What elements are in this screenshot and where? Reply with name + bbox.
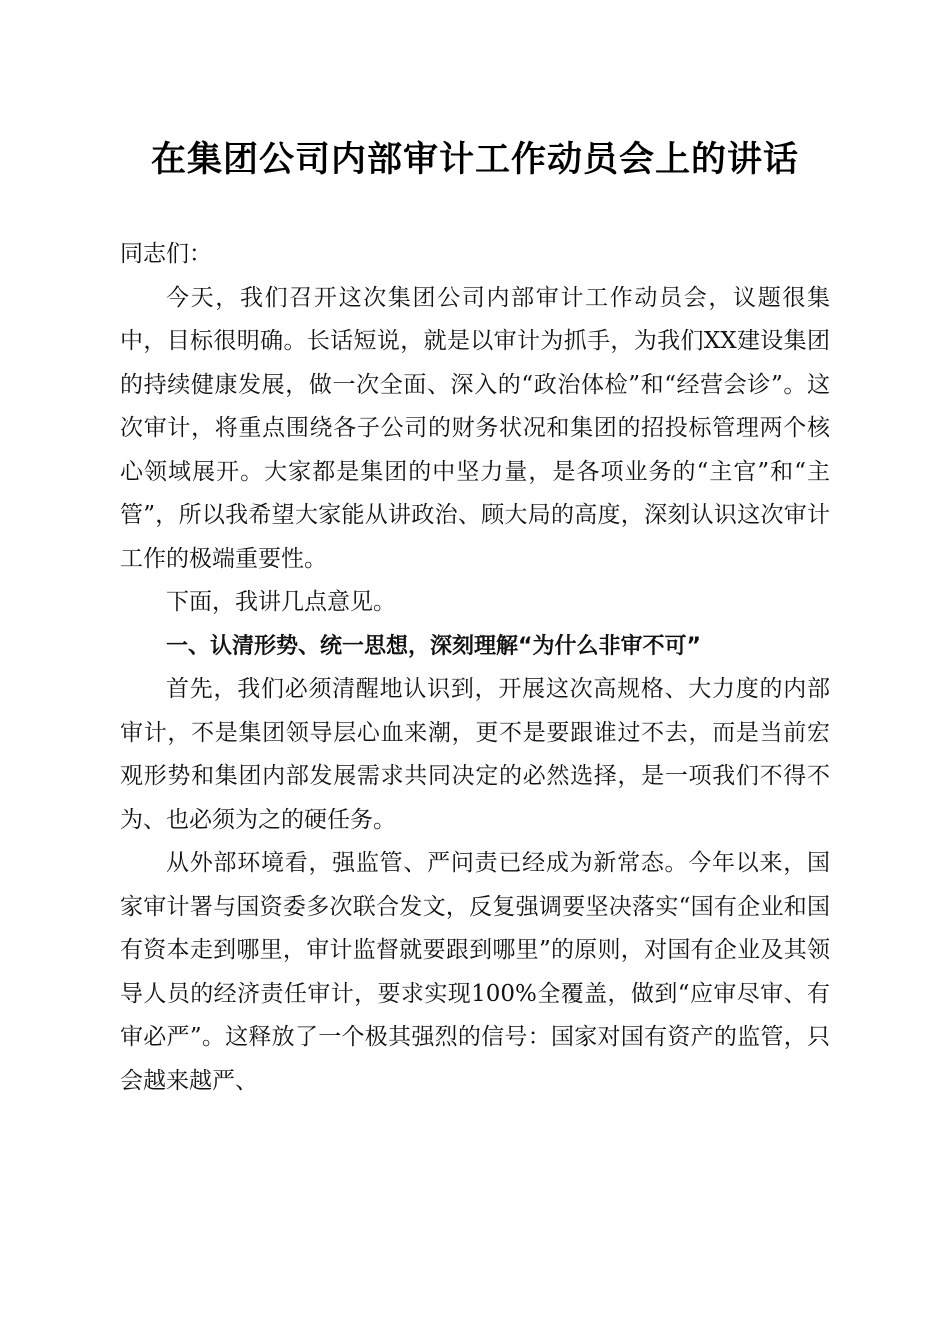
paragraph-section1-first: 首先，我们必须清醒地认识到，开展这次高规格、大力度的内部审计，不是集团领导层心血来潮，更不是要跟谁过不去，而是当前宏观形势和集团内部发展需求共同决定的必然选择，是一项我们不得不为、也必须为之的硬任务。 xyxy=(120,676,830,833)
document-body xyxy=(120,233,830,1103)
salutation: 同志们： xyxy=(120,241,212,267)
paragraph-section1-second: 从外部环境看，强监管、严问责已经成为新常态。今年以来，国家审计署与国资委多次联合发文，反复强调要坚决落实“国有企业和国有资本走到哪里，审计监督就要跟到哪里”的原则，对国有企业及其领导人员的经济责任审计，要求实现100%全覆盖，做到“应审尽审、有审必严”。这释放了一个极其强烈的信号：国家对国有资产的监管，只会越来越严、 xyxy=(120,850,830,1094)
document-title: 在集团公司内部审计工作动员会上的讲话 xyxy=(150,139,799,180)
paragraph-transition: 下面，我讲几点意见。 xyxy=(166,589,396,615)
section-heading-1: 一、认清形势、统一思想，深刻理解“为什么非审不可” xyxy=(166,633,701,659)
paragraph-intro: 今天，我们召开这次集团公司内部审计工作动员会，议题很集中，目标很明确。长话短说，就是以审计为抓手，为我们XX建设集团的持续健康发展，做一次全面、深入的“政治体检”和“经营会诊”。这次审计，将重点围绕各子公司的财务状况和集团的招投标管理两个核心领域展开。大家都是集团的中坚力量，是各项业务的“主官”和“主管”，所以我希望大家能从讲政治、顾大局的高度，深刻认识这次审计工作的极端重要性。 xyxy=(120,284,830,572)
